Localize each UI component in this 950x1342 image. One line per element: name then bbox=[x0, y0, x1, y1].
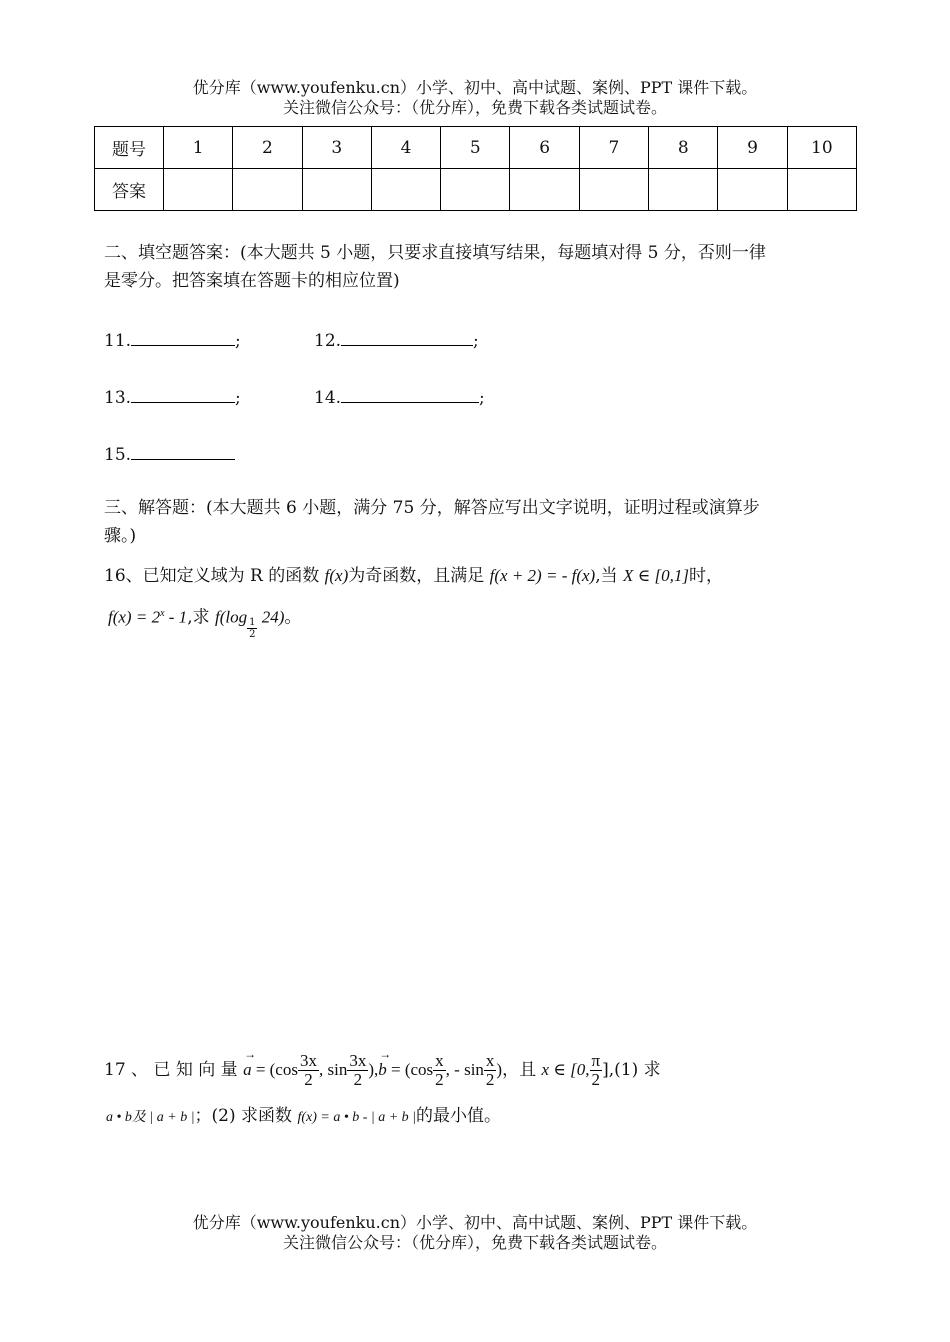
table-cell-number: 6 bbox=[510, 127, 579, 169]
section-2-instructions bbox=[104, 239, 854, 295]
blank-13 bbox=[104, 384, 241, 410]
table-cell-number: 5 bbox=[441, 127, 510, 169]
q17-frac-1-num: 3x bbox=[299, 1051, 317, 1070]
blank-11-line[interactable] bbox=[131, 327, 235, 346]
table-cell-number: 1 bbox=[164, 127, 233, 169]
answer-cell[interactable] bbox=[510, 169, 579, 211]
q16-log-base bbox=[247, 617, 257, 640]
vector-arrow-icon: → bbox=[244, 1047, 257, 1061]
q16-target: f(log bbox=[215, 607, 248, 627]
q16-end: 。 bbox=[284, 607, 302, 628]
q17-frac-2-den: 2 bbox=[353, 1070, 363, 1089]
answer-cell[interactable] bbox=[441, 169, 510, 211]
blank-14-label: 14. bbox=[314, 388, 342, 408]
table-cell-number: 7 bbox=[579, 127, 648, 169]
answer-cell[interactable] bbox=[233, 169, 302, 211]
blank-11-label: 11. bbox=[104, 331, 132, 351]
q17-frac-4-den: 2 bbox=[485, 1070, 495, 1089]
blank-14 bbox=[314, 384, 485, 410]
q16-condition: f(x + 2) = - f(x) bbox=[489, 566, 596, 585]
answer-cell[interactable] bbox=[579, 169, 648, 211]
footer-line-2: 关注微信公众号：（优分库），免费下载各类试题试卷。 bbox=[282, 1233, 667, 1252]
table-row bbox=[95, 127, 857, 169]
q17-expression-2: f(x) = a • b - | a + b | bbox=[297, 1110, 417, 1125]
q17-frac-3-den: 2 bbox=[435, 1070, 444, 1089]
blank-12 bbox=[314, 327, 479, 353]
question-17-line-2 bbox=[106, 1102, 856, 1132]
q17-frac-4 bbox=[484, 1052, 497, 1089]
table-cell-number: 10 bbox=[787, 127, 856, 169]
table-cell-label: 题号 bbox=[95, 127, 164, 169]
q17-vector-b bbox=[378, 1047, 392, 1092]
question-16-line-2 bbox=[108, 600, 301, 640]
section-3-line-2: 骤。) bbox=[104, 526, 137, 546]
q17-b-symbol: b bbox=[378, 1060, 387, 1079]
q17-frac-1-den: 2 bbox=[304, 1070, 313, 1089]
q16-definition-tail: - 1 bbox=[164, 607, 188, 627]
q17-frac-2 bbox=[347, 1052, 368, 1089]
answer-cell[interactable] bbox=[787, 169, 856, 211]
page-footer bbox=[0, 1213, 950, 1253]
blank-12-sep: ; bbox=[473, 331, 479, 351]
blank-14-line[interactable] bbox=[341, 384, 479, 403]
answer-cell[interactable] bbox=[649, 169, 718, 211]
q16-ask: ,求 bbox=[187, 607, 210, 628]
q17-line2-mid: ；(2) 求函数 bbox=[194, 1106, 293, 1126]
vector-arrow-icon: → bbox=[379, 1047, 392, 1061]
q16-exponent: x bbox=[160, 608, 165, 619]
q17-frac-5-num: π bbox=[591, 1051, 601, 1070]
section-2-line-1: 二、填空题答案：(本大题共 5 小题，只要求直接填写结果，每题填对得 5 分，否则一律 bbox=[104, 243, 766, 263]
q16-fx: f(x) bbox=[324, 566, 349, 585]
q17-eq-a: = (cos bbox=[251, 1060, 298, 1079]
blank-15-label: 15. bbox=[104, 445, 132, 465]
table-cell-number: 9 bbox=[718, 127, 787, 169]
answer-cell[interactable] bbox=[718, 169, 787, 211]
q17-a-symbol: a bbox=[243, 1060, 252, 1079]
blank-11 bbox=[104, 327, 241, 353]
q16-mid2: ,当 bbox=[595, 566, 618, 586]
q17-frac-3 bbox=[433, 1052, 446, 1089]
q16-prefix: 16、已知定义域为 R 的函数 bbox=[104, 566, 320, 586]
answer-cell[interactable] bbox=[371, 169, 440, 211]
blank-12-line[interactable] bbox=[341, 327, 473, 346]
table-cell-label: 答案 bbox=[95, 169, 164, 211]
q16-log-base-den: 2 bbox=[249, 628, 256, 640]
header-line-1: 优分库（www.youfenku.cn）小学、初中、高中试题、案例、PPT 课件下载。 bbox=[192, 78, 758, 97]
blank-11-sep: ; bbox=[235, 331, 241, 351]
footer-line-1: 优分库（www.youfenku.cn）小学、初中、高中试题、案例、PPT 课件下载。 bbox=[192, 1213, 758, 1232]
question-17-line-1 bbox=[104, 1048, 854, 1092]
q17-vector-a bbox=[243, 1047, 257, 1092]
q17-frac-5-den: 2 bbox=[591, 1070, 601, 1089]
q17-frac-2-num: 3x bbox=[349, 1051, 367, 1070]
answer-cell[interactable] bbox=[302, 169, 371, 211]
q16-log-base-num: 1 bbox=[249, 616, 256, 628]
q17-close-x: ],(1) 求 bbox=[602, 1060, 661, 1080]
q17-frac-1 bbox=[298, 1052, 319, 1089]
section-2-line-2: 是零分。把答案填在答题卡的相应位置) bbox=[104, 271, 400, 291]
table-cell-number: 2 bbox=[233, 127, 302, 169]
section-3-line-1: 三、解答题：(本大题共 6 小题，满分 75 分，解答应写出文字说明，证明过程或演算步 bbox=[104, 498, 760, 518]
blank-14-sep: ; bbox=[479, 388, 485, 408]
page-header-top bbox=[0, 78, 950, 118]
q17-prefix: 17 、 已 知 向 量 bbox=[104, 1060, 238, 1080]
blank-15 bbox=[104, 441, 235, 467]
table-cell-number: 4 bbox=[371, 127, 440, 169]
q17-x-range: x ∈ [0, bbox=[541, 1060, 590, 1079]
q17-and: ，且 bbox=[502, 1060, 537, 1080]
q16-domain: X ∈ [0,1] bbox=[623, 566, 689, 585]
blank-13-label: 13. bbox=[104, 388, 132, 408]
q17-eq-b: = (cos bbox=[386, 1060, 434, 1079]
q16-definition: f(x) = 2 bbox=[108, 607, 161, 627]
blank-13-sep: ; bbox=[235, 388, 241, 408]
table-row bbox=[95, 169, 857, 211]
answer-table bbox=[94, 126, 857, 211]
q16-target-tail: 24) bbox=[257, 607, 285, 627]
q17-close-a: ), bbox=[368, 1060, 379, 1079]
table-cell-number: 8 bbox=[649, 127, 718, 169]
q17-sin-2: , - sin bbox=[445, 1060, 484, 1079]
q16-mid1: 为奇函数，且满足 bbox=[348, 566, 485, 586]
q17-expression-1: a • b及 | a + b | bbox=[106, 1110, 195, 1125]
q17-frac-4-num: x bbox=[485, 1051, 495, 1070]
answer-cell[interactable] bbox=[164, 169, 233, 211]
blank-13-line[interactable] bbox=[131, 384, 235, 403]
question-16-line-1 bbox=[104, 562, 854, 590]
header-line-2: 关注微信公众号：（优分库），免费下载各类试题试卷。 bbox=[282, 98, 667, 117]
table-cell-number: 3 bbox=[302, 127, 371, 169]
q17-frac-5 bbox=[590, 1052, 603, 1089]
q17-close-b: ) bbox=[496, 1060, 503, 1079]
q16-mid3: 时， bbox=[688, 566, 723, 586]
blank-15-line[interactable] bbox=[131, 441, 235, 460]
blank-12-label: 12. bbox=[314, 331, 342, 351]
q17-frac-3-num: x bbox=[435, 1051, 444, 1070]
q17-line2-end: 的最小值。 bbox=[416, 1106, 502, 1126]
section-3-instructions bbox=[104, 494, 854, 550]
q17-sin-1: , sin bbox=[318, 1060, 348, 1079]
